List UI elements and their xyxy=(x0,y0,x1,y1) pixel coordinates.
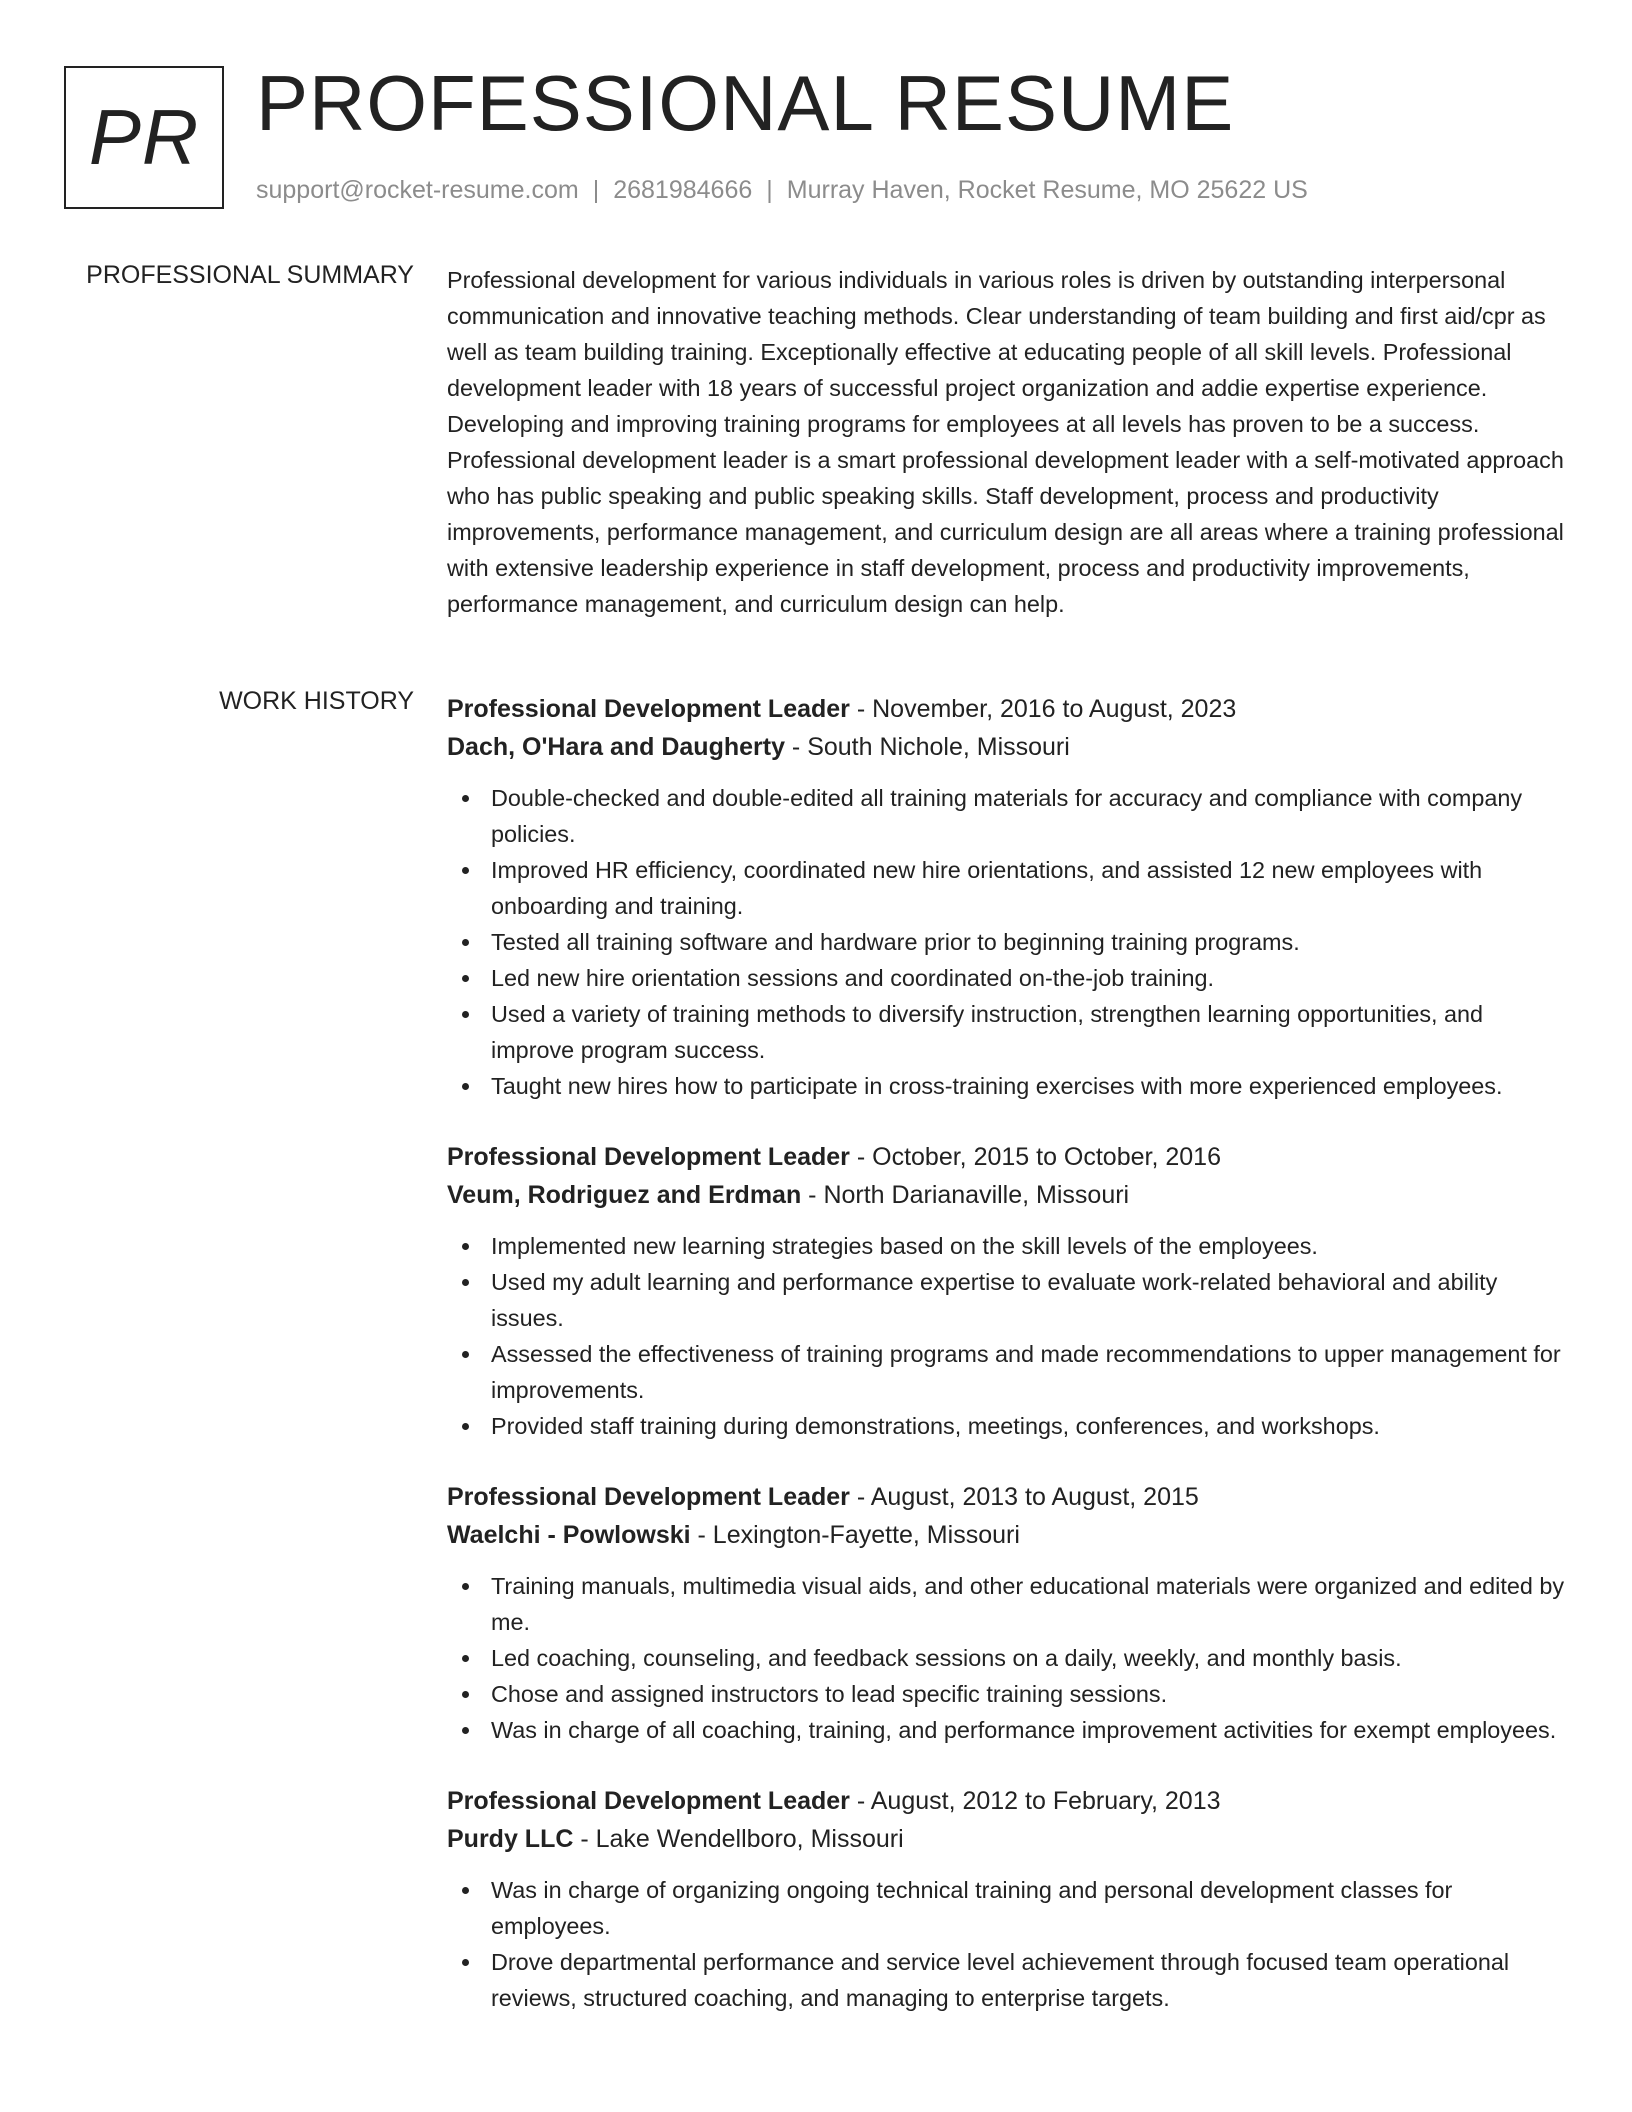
job-dates: - November, 2016 to August, 2023 xyxy=(849,695,1237,723)
job-bullet: Provided staff training during demonstrations, meetings, conferences, and workshops. xyxy=(447,1408,1572,1444)
contact-address: Murray Haven, Rocket Resume, MO 25622 US xyxy=(786,176,1308,204)
job-entry xyxy=(447,1478,1572,1748)
job-title-line xyxy=(447,1138,1572,1176)
job-title: Professional Development Leader xyxy=(447,1143,850,1171)
job-bullets xyxy=(447,1568,1572,1748)
job-dates: - October, 2015 to October, 2016 xyxy=(849,1143,1221,1171)
monogram-box xyxy=(64,66,224,209)
job-bullet: Led coaching, counseling, and feedback sessions on a daily, weekly, and monthly basis. xyxy=(447,1640,1572,1676)
job-bullet: Tested all training software and hardware prior to beginning training programs. xyxy=(447,924,1572,960)
job-company-line xyxy=(447,1176,1572,1214)
job-bullet: Drove departmental performance and service level achievement through focused team operational reviews, structured coaching, and managing to enterprise targets. xyxy=(447,1944,1572,2016)
resume-title: PROFESSIONAL RESUME xyxy=(256,59,1235,147)
job-title: Professional Development Leader xyxy=(447,1483,850,1511)
contact-email[interactable]: support@rocket-resume.com xyxy=(256,176,579,204)
job-company: Dach, O'Hara and Daugherty xyxy=(447,733,785,761)
job-bullet: Used a variety of training methods to diversify instruction, strengthen learning opportunities, and improve program success. xyxy=(447,996,1572,1068)
job-location: - Lake Wendellboro, Missouri xyxy=(573,1825,904,1853)
job-bullet: Chose and assigned instructors to lead specific training sessions. xyxy=(447,1676,1572,1712)
contact-phone[interactable]: 2681984666 xyxy=(613,176,753,204)
job-bullet: Was in charge of organizing ongoing technical training and personal development classes for employees. xyxy=(447,1872,1572,1944)
job-entry xyxy=(447,1782,1572,2016)
job-company-line xyxy=(447,1516,1572,1554)
job-title: Professional Development Leader xyxy=(447,695,850,723)
job-title-line xyxy=(447,690,1572,728)
job-bullet: Was in charge of all coaching, training, and performance improvement activities for exempt employees. xyxy=(447,1712,1572,1748)
job-company-line xyxy=(447,1820,1572,1858)
job-company: Waelchi - Powlowski xyxy=(447,1521,691,1549)
job-entry xyxy=(447,690,1572,1104)
job-bullet: Implemented new learning strategies based on the skill levels of the employees. xyxy=(447,1228,1572,1264)
job-title-line xyxy=(447,1478,1572,1516)
job-company-line xyxy=(447,728,1572,766)
contact-separator: | xyxy=(592,176,600,204)
job-bullet: Training manuals, multimedia visual aids, and other educational materials were organized and edited by me. xyxy=(447,1568,1572,1640)
job-bullet: Improved HR efficiency, coordinated new hire orientations, and assisted 12 new employees with onboarding and training. xyxy=(447,852,1572,924)
job-title: Professional Development Leader xyxy=(447,1787,850,1815)
summary-heading: PROFESSIONAL SUMMARY xyxy=(86,261,414,289)
job-bullet: Assessed the effectiveness of training programs and made recommendations to upper management for improvements. xyxy=(447,1336,1572,1408)
job-dates: - August, 2013 to August, 2015 xyxy=(849,1483,1199,1511)
contact-separator: | xyxy=(766,176,773,204)
work-history-list xyxy=(447,690,1572,2050)
job-bullet: Taught new hires how to participate in cross-training exercises with more experienced employees. xyxy=(447,1068,1572,1104)
job-dates: - August, 2012 to February, 2013 xyxy=(849,1787,1221,1815)
job-bullets xyxy=(447,780,1572,1104)
job-bullets xyxy=(447,1228,1572,1444)
job-bullet: Double-checked and double-edited all training materials for accuracy and compliance with company policies. xyxy=(447,780,1572,852)
work-history-heading: WORK HISTORY xyxy=(219,687,414,715)
monogram-initials: PR xyxy=(88,93,200,181)
job-title-line xyxy=(447,1782,1572,1820)
job-location: - Lexington-Fayette, Missouri xyxy=(690,1521,1020,1549)
job-location: - North Darianaville, Missouri xyxy=(801,1181,1130,1209)
job-company: Veum, Rodriguez and Erdman xyxy=(447,1181,802,1209)
job-location: - South Nichole, Missouri xyxy=(784,733,1070,761)
job-company: Purdy LLC xyxy=(447,1825,574,1853)
job-entry xyxy=(447,1138,1572,1444)
summary-text: Professional development for various individuals in various roles is driven by outstanding interpersonal communication and innovative teaching methods. Clear understanding of team building and first aid/cpr as well as team building training. Exceptionally effective at educating people of all skill levels. Professional development leader with 18 years of successful project organization and addie expertise experience. Developing and improving training programs for employees at all levels has proven to be a success. Professional development leader is a smart professional development leader with a self-motivated approach who has public speaking and public speaking skills. Staff development, process and productivity improvements, performance management, and curriculum design are all areas where a training professional with extensive leadership experience in staff development, process and productivity improvements, performance management, and curriculum design can help. xyxy=(447,267,1564,617)
job-bullet: Used my adult learning and performance expertise to evaluate work-related behavioral and ability issues. xyxy=(447,1264,1572,1336)
job-bullets xyxy=(447,1872,1572,2016)
contact-line xyxy=(256,176,1308,205)
job-bullet: Led new hire orientation sessions and coordinated on-the-job training. xyxy=(447,960,1572,996)
